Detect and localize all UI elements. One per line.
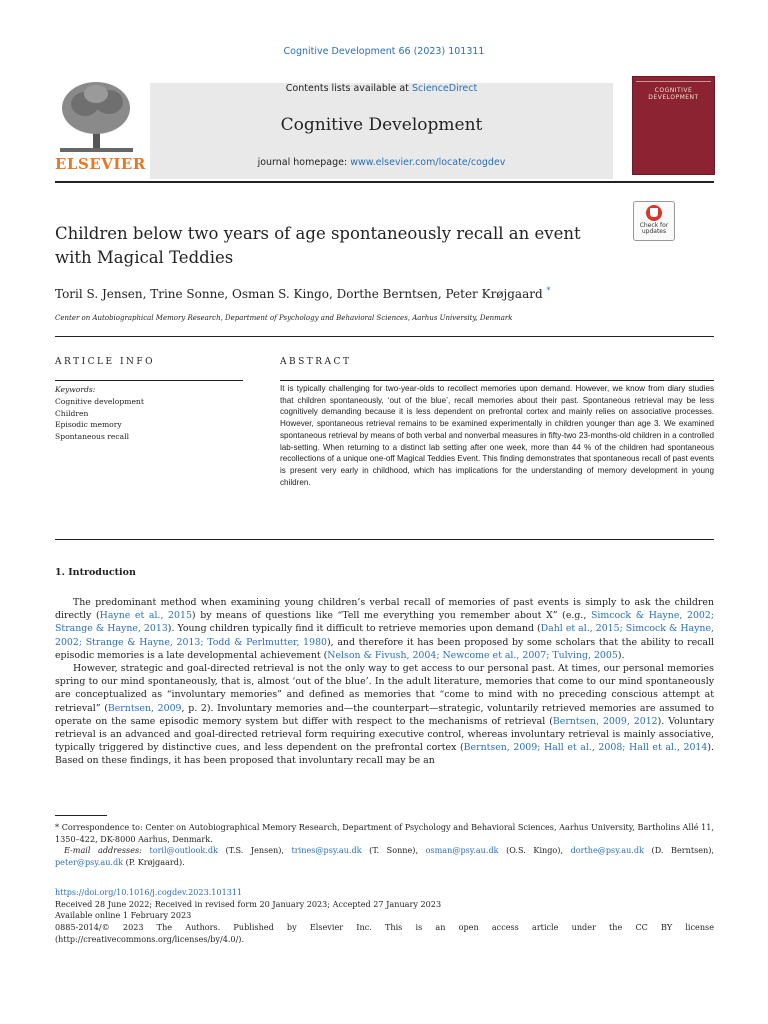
citation-link[interactable]: Nelson & Fivush, 2004; Newcome et al., 2007; Tulving, 2005	[327, 649, 618, 661]
footnote-rule	[55, 815, 107, 816]
keywords-label: Keywords:	[55, 385, 96, 394]
license-url[interactable]: (http://creativecommons.org/licenses/by/4.0/).	[55, 933, 245, 944]
section-heading-introduction: 1. Introduction	[55, 567, 136, 578]
article-metadata	[55, 887, 714, 946]
header-rule	[55, 181, 714, 183]
correspondence-footnote: * Correspondence to: Center on Autobiographical Memory Research, Department of Psychology and Behavioral Sciences, Aarhus University, Bartholins Allé 11, 1350–422, DK-8000 Aarhus, Denmark.	[55, 822, 714, 844]
elsevier-logo-text: ELSEVIER	[55, 155, 146, 173]
journal-name: Cognitive Development	[280, 115, 483, 135]
text-run: (T. Sonne),	[361, 845, 426, 856]
citation-link[interactable]: Dahl et al., 2015; Simcock & Hayne, 2002; Strange & Hayne, 2013; Todd & Perlmutter, 1980	[55, 623, 714, 648]
citation-link[interactable]: Hayne et al., 2015	[99, 610, 192, 622]
license-line: 0885-2014/© 2023 The Authors. Published by Elsevier Inc. This is an open access article under the CC BY license	[55, 922, 714, 933]
keyword-item: Cognitive development	[55, 396, 144, 406]
text-run: (D. Berntsen),	[643, 845, 714, 856]
contents-line	[150, 83, 613, 94]
bookmark-icon	[646, 205, 662, 221]
citation-link[interactable]: Berntsen, 2009; Hall et al., 2008; Hall et al., 2014	[463, 742, 708, 754]
email-link[interactable]: trines@psy.au.dk	[291, 845, 362, 856]
text-run: (O.S. Kingo),	[498, 845, 571, 856]
abstract-rule	[280, 380, 714, 381]
footnotes	[55, 822, 714, 869]
elsevier-tree-logo	[55, 80, 138, 155]
author-list	[55, 286, 675, 301]
article-title: Children below two years of age spontaneously recall an event with Magical Teddies	[55, 224, 581, 267]
email-list	[55, 845, 714, 867]
citation-link[interactable]: Berntsen, 2009, 2012	[552, 715, 658, 727]
text-run: ). Voluntary retrieval is an advanced and goal-directed retrieval form requiring executive control, whereas involuntary retrieval is mainly associative, typically triggered by distinctive cues, and less dependent on the prefrontal cortex (	[55, 715, 714, 754]
abstract-bottom-rule	[55, 539, 714, 540]
cover-title: COGNITIVE DEVELOPMENT	[648, 87, 699, 101]
text-run: (T.S. Jensen),	[217, 845, 292, 856]
email-link[interactable]: osman@psy.au.dk	[425, 845, 499, 856]
check-for-updates-label: Check for updates	[639, 222, 669, 235]
corresponding-author-mark[interactable]: *	[546, 286, 551, 295]
email-link[interactable]: toril@outlook.dk	[149, 845, 218, 856]
authors-text: Toril S. Jensen, Trine Sonne, Osman S. Kingo, Dorthe Berntsen, Peter Krøjgaard	[55, 287, 543, 301]
email-footnote	[55, 845, 714, 868]
homepage-prefix: journal homepage:	[257, 157, 348, 168]
keyword-item: Episodic memory	[55, 420, 122, 430]
text-run: (P. Krøjgaard).	[123, 857, 185, 868]
check-for-updates-badge[interactable]	[633, 201, 675, 241]
body-text	[55, 596, 714, 768]
journal-reference[interactable]: Cognitive Development 66 (2023) 101311	[283, 46, 485, 57]
cover-rule	[636, 81, 711, 82]
affiliation: Center on Autobiographical Memory Research, Department of Psychology and Behavioral Sciences, Aarhus University, Denmark	[55, 314, 513, 322]
email-label: E-mail addresses:	[64, 845, 142, 856]
text-run: ) by means of questions like “Tell me everything you remember about X” (e.g.,	[191, 610, 591, 622]
text-run: ), and therefore it has been proposed by some scholars that the ability to recall episodic memories is a late developmental achievement (	[55, 636, 714, 661]
received-dates: Received 28 June 2022; Received in revised form 20 January 2023; Accepted 27 January 2023	[55, 898, 442, 909]
sciencedirect-link[interactable]: ScienceDirect	[411, 83, 478, 94]
journal-cover-thumbnail[interactable]	[632, 76, 715, 175]
section-rule	[55, 336, 714, 337]
citation-link[interactable]: Berntsen, 2009	[107, 702, 182, 714]
keyword-item: Children	[55, 408, 89, 418]
email-link[interactable]: peter@psy.au.dk	[55, 857, 124, 868]
text-run: However, strategic and goal-directed retrieval is not the only way to get access to our personal past. At times, our personal memories spring to our mind spontaneously, that is, almost ‘out of the blue’. In the adult literature, memories that come to our mind spontaneously are conceptualized as “involuntary memories” and defined as memories that “come to mind with no preceding conscious attempt at retrieval” (	[55, 663, 714, 714]
abstract-heading: ABSTRACT	[280, 357, 352, 367]
contents-prefix: Contents lists available at	[285, 83, 409, 94]
paragraph	[55, 596, 714, 662]
available-online: Available online 1 February 2023	[55, 910, 192, 921]
keyword-item: Spontaneous recall	[55, 432, 130, 442]
text-run: ).	[617, 649, 625, 661]
citation-link[interactable]: Simcock & Hayne, 2002; Strange & Hayne, 2013	[55, 610, 714, 635]
text-run: ). Based on these findings, it has been proposed that involuntary recall may be an	[55, 742, 714, 767]
abstract-text: It is typically challenging for two-year-olds to recollect memories upon demand. However, we know from diary studies that children spontaneously, ‘out of the blue’, recall memories about their past. Spontaneous retrieval may be less cognitively demanding because it is less dependent on prefrontal cortex and mainly relies on associative processes. However, spontaneous retrieval remains to be examined experimentally in children younger than age 3. We examined spontaneous retrieval by means of both verbal and nonverbal measures in fifty-two 23-months-old children in a controlled lab-setting. When returning to a distinct lab setting after one week, more than 44 % of the children had spontaneous recollections of a unique one-off Magical Teddies Event. This finding demonstrates that spontaneous recall of past events is present very early in childhood, which has implications for the understanding of memory development in young children.	[280, 384, 714, 487]
journal-homepage	[150, 157, 613, 168]
keywords-block	[55, 384, 243, 443]
text-run: The predominant method when examining young children’s verbal recall of memories of past events is simply to ask the children directly (	[55, 597, 714, 622]
text-run: ). Young children typically find it difficult to retrieve memories upon demand (	[167, 623, 541, 635]
paragraph	[55, 662, 714, 768]
doi-link[interactable]: https://doi.org/10.1016/j.cogdev.2023.101311	[55, 887, 243, 897]
article-info-heading: ARTICLE INFO	[55, 357, 156, 367]
email-link[interactable]: dorthe@psy.au.dk	[570, 845, 644, 856]
homepage-link[interactable]: www.elsevier.com/locate/cogdev	[350, 157, 506, 168]
article-info-rule	[55, 380, 243, 381]
text-run: , p. 2). Involuntary memories and—the counterpart—strategic, voluntarily retrieved memories are assumed to operate on the same episodic memory system but differ with respect to the mechanisms of retrieval (	[55, 702, 714, 727]
